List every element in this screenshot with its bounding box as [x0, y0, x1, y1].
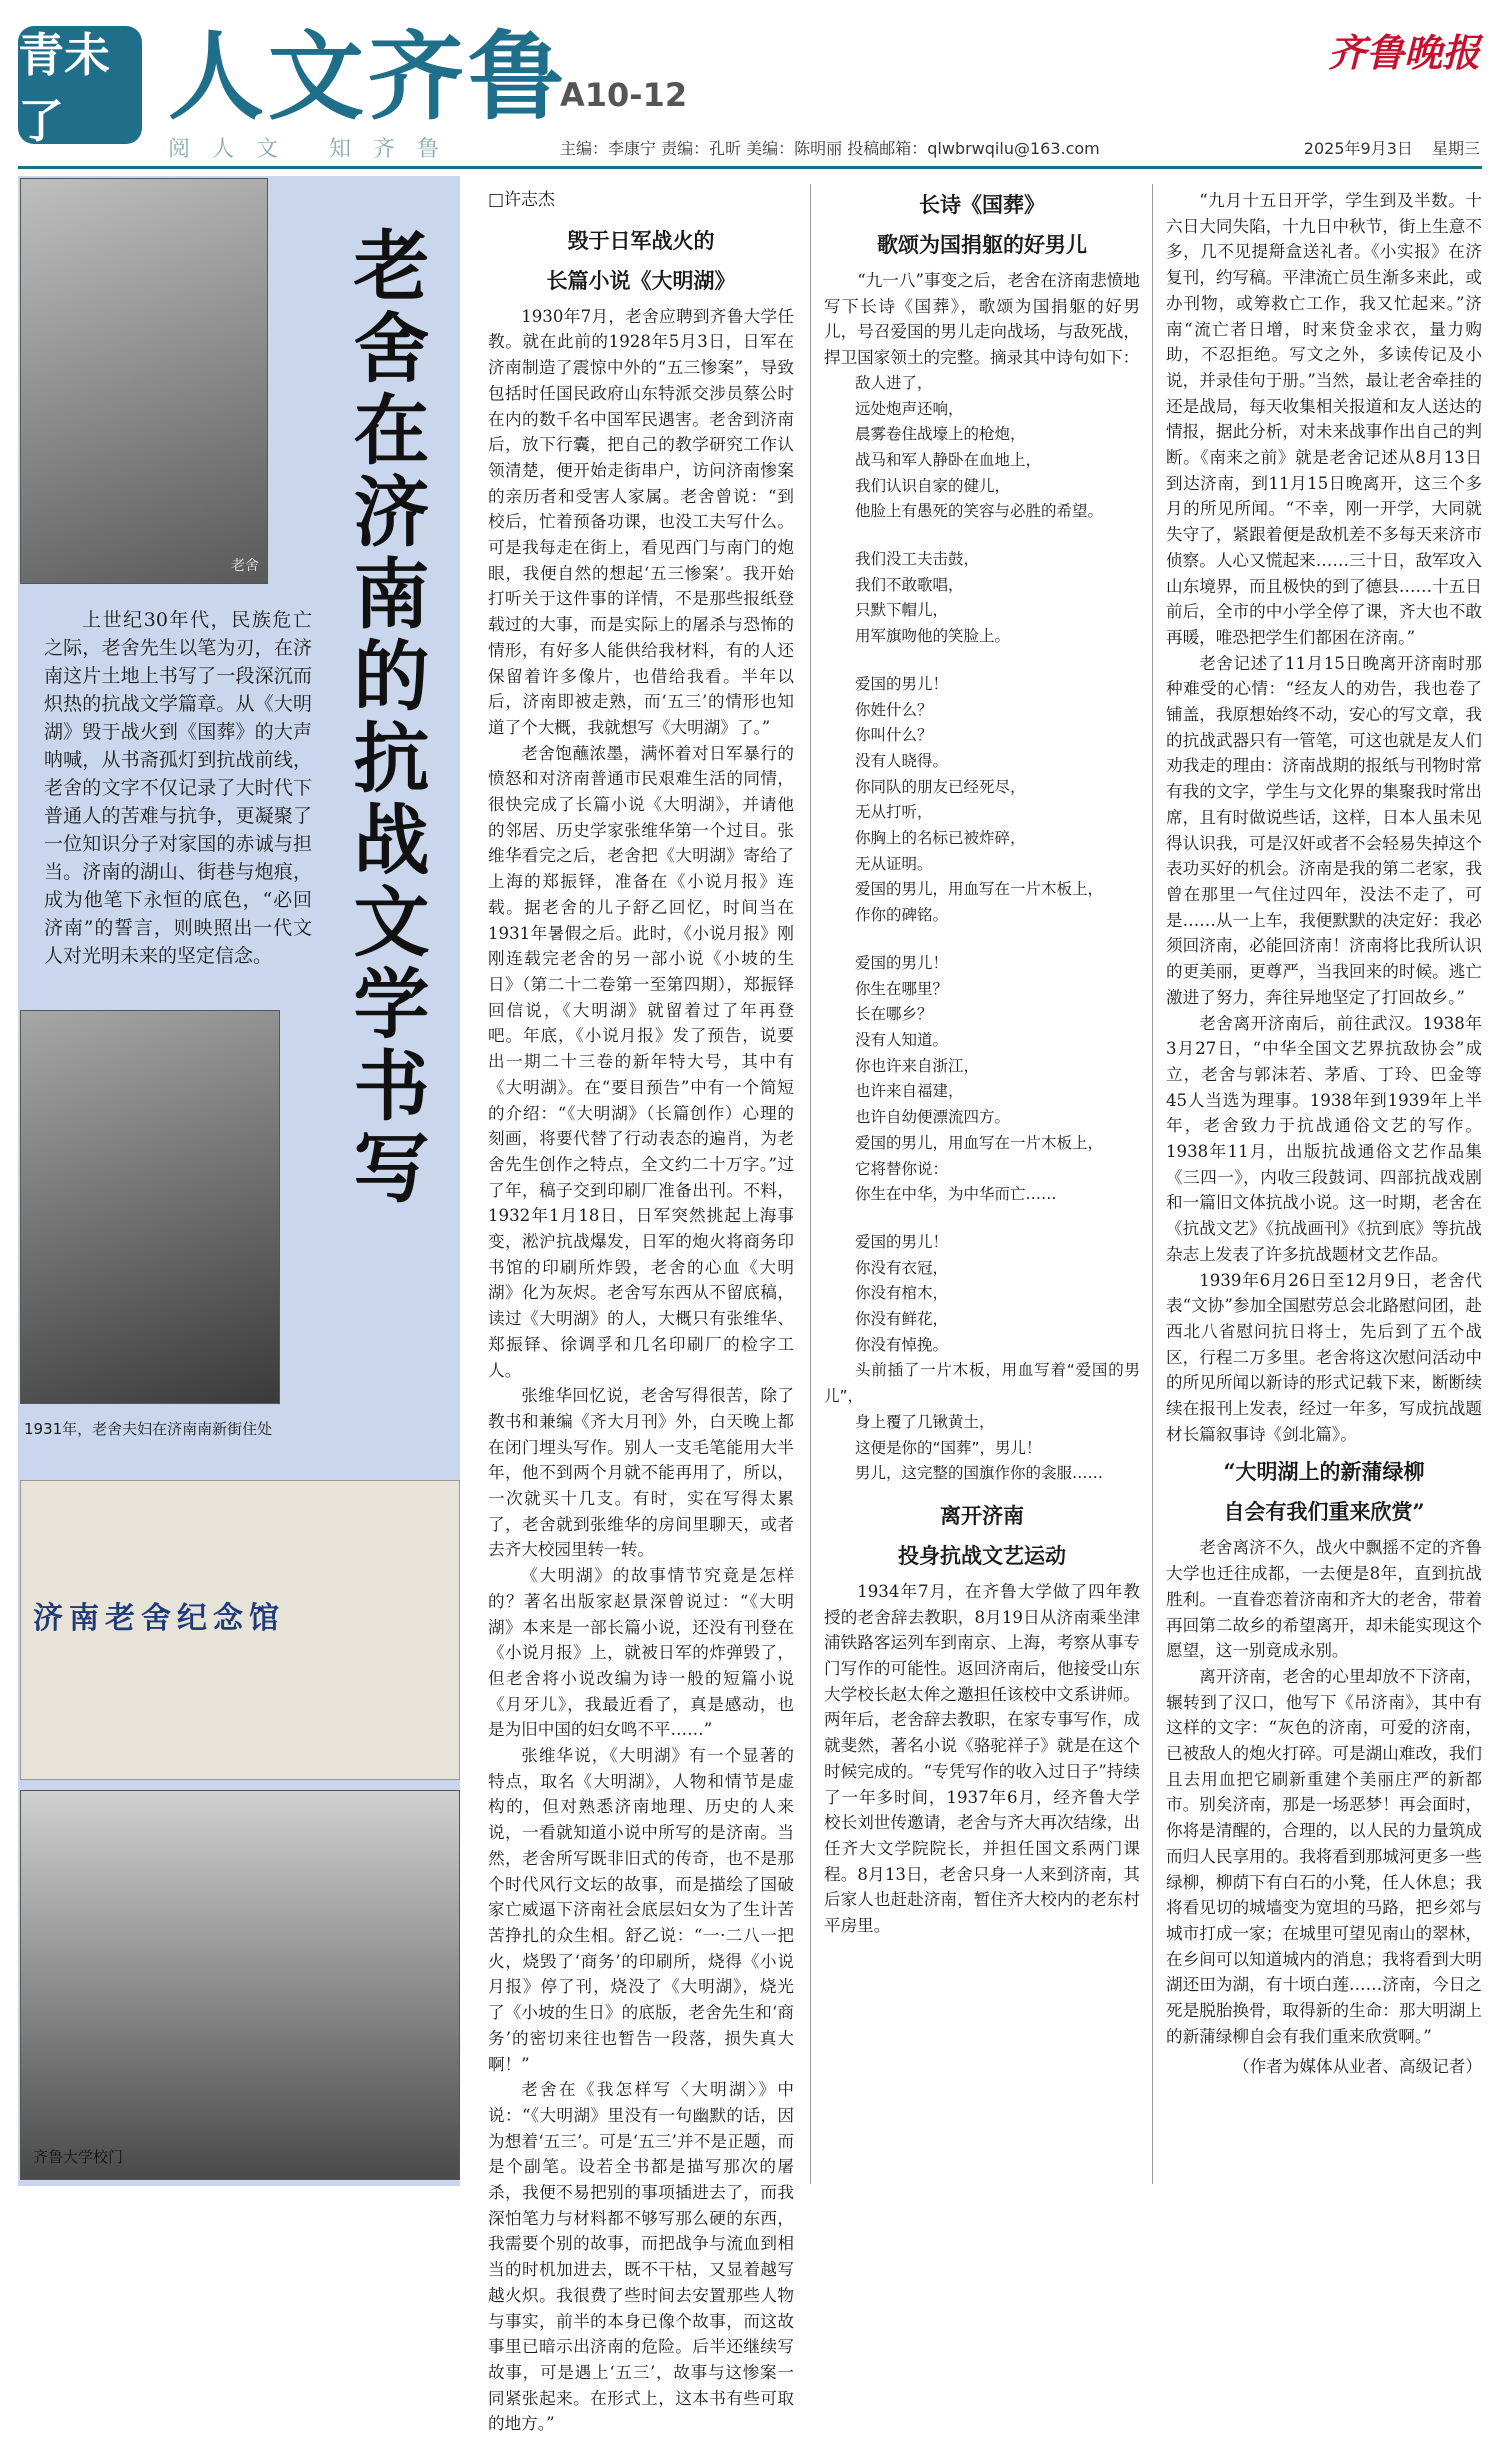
portrait-caption: 老舍	[231, 558, 259, 574]
university-gate-photo	[20, 1790, 460, 2180]
poem-stanza-gap	[824, 650, 1140, 672]
poem-line: 男儿，这完整的国旗作你的衾服……	[855, 1464, 1104, 1483]
poem-line: 你没有悼挽。	[855, 1335, 949, 1354]
masthead-rule	[18, 166, 1482, 169]
portrait-photo	[20, 178, 268, 584]
paragraph: 《大明湖》的故事情节究竟是怎样的？著名出版家赵景深曾说过：“《大明湖》本来是一部长篇小说，还没有刊登在《小说月报》上，就被日军的炸弹毁了，但老舍将小说改编为诗一般的短篇小说《月牙儿》，我最近看了，真是感动，也是为旧中国的妇女鸣不平……”	[488, 1566, 794, 1740]
poem-line: 你生在中华，为中华而亡……	[855, 1185, 1057, 1204]
poem-stanza-gap	[824, 1208, 1140, 1230]
author-note: （作者为媒体从业者、高级记者）	[1233, 2056, 1482, 2076]
paragraph: 1939年6月26日至12月9日，老舍代表“文协”参加全国慰劳总会北路慰问团，赴西北八省慰问抗日将士，先后到了五个战区，行程二万多里。老舍将这次慰问活动中的所见所闻以新诗的形式记载下来，断断续续在报刊上发表，经过一年多，写成抗战题材长篇叙事诗《剑北篇》。	[1166, 1270, 1482, 1444]
section-tagline: 阅人文 知齐鲁	[168, 137, 461, 162]
poem-line: 作你的碑铭。	[855, 906, 949, 925]
paragraph: “九一八”事变之后，老舍在济南悲愤地写下长诗《国葬》，歌颂为国捐躯的好男儿，号召爱国的男儿走向战场，与敌死战，捍卫国家领土的完整。摘录其中诗句如下：	[824, 271, 1140, 368]
section-heading: 离开济南	[940, 1502, 1024, 1528]
byline: □许志杰	[488, 190, 556, 210]
gate-photo-caption: 齐鲁大学校门	[33, 2148, 124, 2166]
article-column-1	[488, 188, 794, 2434]
poem-line: 无从打听，	[855, 803, 933, 822]
poem-stanza-gap	[824, 525, 1140, 547]
issue-date	[1304, 136, 1480, 159]
article-column-3	[1166, 188, 1482, 2079]
section-heading: 毁于日军战火的	[567, 227, 715, 253]
article-title: 老舍在济南的抗战文学书写	[341, 226, 430, 1210]
section-title: 人文齐鲁	[168, 20, 568, 133]
poem-line: 你同队的朋友已经死尽，	[855, 777, 1026, 796]
poem-line: 你没有鲜花，	[855, 1310, 949, 1329]
section-heading: 歌颂为国捐躯的好男儿	[877, 232, 1087, 257]
poem-line: 这便是你的“国葬”，男儿！	[855, 1438, 1042, 1457]
poem-line: 他脸上有愚死的笑容与必胜的希望。	[855, 502, 1104, 521]
article-column-2	[824, 188, 1140, 1939]
paragraph: 老舍饱蘸浓墨，满怀着对日军暴行的愤怒和对济南普通市民艰难生活的同情，很快完成了长篇小说《大明湖》，并请他的邻居、历史学家张维华第一个过目。张维华看完之后，老舍把《大明湖》寄给了上海的郑振铎，准备在《小说月报》连载。据老舍的儿子舒乙回忆，时间当在1931年暑假之后。此时，《小说月报》刚刚连载完老舍的另一部小说《小坡的生日》（第二十二卷第一至第四期），郑振铎回信说，《大明湖》就留着过了年再登吧。年底，《小说月报》发了预告，说要出一期二十三卷的新年特大号，其中有《大明湖》。在“要目预告”中有一个简短的介绍：“《大明湖》（长篇创作）心理的刻画，将要代替了行动表态的遍肖，为老舍先生创作之特点，全文约二十万字。”过了年，稿子交到印刷厂准备出刊。不料，1932年1月18日，日军突然挑起上海事变，淞沪抗战爆发，日军的炮火将商务印书馆的印刷所炸毁，老舍的心血《大明湖》化为灰烬。老舍写东西从不留底稿，读过《大明湖》的人，大概只有张维华、郑振铎、徐调孚和几名印刷厂的检字工人。	[488, 743, 794, 1380]
poem-line: 用军旗吻他的笑脸上。	[855, 627, 1011, 646]
paragraph: 1930年7月，老舍应聘到齐鲁大学任教。就在此前的1928年5月3日，日军在济南制造了震惊中外的“五三惨案”，导致包括时任国民政府山东特派交涉员蔡公时在内的数千名中国军民遇害。老舍到济南后，放下行囊，把自己的教学研究工作认领清楚，便开始走街串户，访问济南惨案的亲历者和受害人家属。老舍曾说：“到校后，忙着预备功课，也没工夫写什么。可是我每走在街上，看见西门与南门的炮眼，我便自然的想起‘五三惨案’。我开始打听关于这件事的详情，不是那些报纸登载过的大事，而是实际上的屠杀与恐怖的情形，有好多人能供给我材料，有的人还保留着许多像片，也借给我看。半年以后，济南即被走熟，而‘五三’的情形也知道了个大概，我就想写《大明湖》了。”	[488, 306, 794, 737]
column-divider	[810, 184, 811, 2184]
poem-line: 它将替你说：	[855, 1159, 949, 1178]
poem-line: 也许来自福建，	[855, 1082, 964, 1101]
poem-line: 你姓什么？	[855, 700, 933, 719]
poem-line: 我们不敢歌唱，	[855, 575, 964, 594]
poem-line: 爱国的男儿，用血写在一片木板上，	[855, 1133, 1104, 1152]
section-heading: 长篇小说《大明湖》	[546, 267, 736, 293]
poem-line: 敌人进了，	[855, 373, 933, 392]
couple-photo-caption: 1931年，老舍夫妇在济南南新街住处	[24, 1420, 273, 1438]
poem-line: 爱国的男儿！	[855, 1232, 949, 1251]
poem-line: 爱国的男儿，用血写在一片木板上，	[855, 880, 1104, 899]
paragraph: 老舍在《我怎样写〈大明湖〉》中说：“《大明湖》里没有一句幽默的话，因为想着‘五三’。可是‘五三’并不是正题，而是个副笔。设若全书都是描写那次的屠杀，我便不易把别的事项插进去了，而我深怕笔力与材料都不够写那么硬的东西，我需要个别的故事，而把战争与流血到相当的时机加进去，既不干枯，又显着越写越火炽。我很费了些时间去安置那些人物与事实，前半的本身已像个故事，而这故事里已暗示出济南的危险。后半还继续写故事，可是遇上‘五三’，故事与这惨案一同紧张起来。在形式上，这本书有些可取的地方。”	[488, 2080, 794, 2434]
poem-line: 你生在哪里？	[855, 979, 949, 998]
section-heading: “大明湖上的新蒲绿柳	[1223, 1459, 1425, 1485]
poem-line: 没有人晓得。	[855, 751, 949, 770]
poem-line: 战马和军人静卧在血地上，	[855, 450, 1042, 469]
paragraph: 老舍记述了11月15日晚离开济南时那种难受的心情：“经友人的劝告，我也卷了铺盖，我原想始终不动，安心的写文章，我的抗战武器只有一管笔，可这也就是友人们劝我走的理由：济南战期的报纸与刊物时常有我的文字，学生与文化界的集聚我时常出席，且有时做说些话，这样，日本人虽未见得认识我，可是汉奸或者不会轻易失掉这个表功买好的机会。济南是我的第二老家，我曾在那里一气住过四年，没法不走了，可是……从一上车，我便默默的决定好：我必须回济南，必能回济南！济南将比我所认识的更美丽，更尊严，当我回来的时候。逃亡激进了努力，奔往异地坚定了打回故乡。”	[1166, 653, 1482, 1007]
paragraph: 张维华说，《大明湖》有一个显著的特点，取名《大明湖》，人物和情节是虚构的，但对熟悉济南地理、历史的人来说，一看就知道小说中所写的是济南。当然，老舍所写既非旧式的传奇，也不是那个时代风行文坛的故事，而是描绘了国破家亡威逼下济南社会底层妇女为了生计苦苦挣扎的众生相。舒乙说：“一·二八一把火，烧毁了‘商务’的印刷所，烧得《小说月报》停了刊，烧没了《大明湖》，烧光了《小坡的生日》的底版，老舍先生和‘商务’的密切来往也暂告一段落，损失真大啊！”	[488, 1746, 794, 2074]
poem-line: 你没有棺木，	[855, 1284, 949, 1303]
poem-excerpt	[824, 371, 1140, 1487]
paragraph: “九月十五日开学，学生到及半数。十六日大同失陷，十九日中秋节，街上生意不多，几不见提搿盒送礼者。《小实报》在济复刊，约写稿。平津流亡员生渐多来此，或办刊物，或筹救亡工作，我又忙起来。”济南“流亡者日增，时来贷金求衣，量力购助，不忍拒绝。写文之外，多读传记及小说，并录佳句于册。”当然，最让老舍牵挂的还是战局，每天收集相关报道和友人送达的情报，据此分析，对未来战事作出自己的判断。《南来之前》就是老舍记述从8月13日到达济南，到11月15日晚离开，这三个多月的所见所闻。“不幸，刚一开学，大同就失守了，紧跟着便是敌机差不多每天来济市侦察。人心又慌起来……三十日，敌军攻入山东境界，而且极快的到了德县……十五日前后，全市的中小学全停了课，齐大也不敢再暖，唯恐把学生们都困在济南。”	[1166, 191, 1482, 647]
poem-line: 头前插了一片木板，用血写着“爱国的男儿”，	[824, 1361, 1140, 1406]
poem-line: 爱国的男儿！	[855, 953, 949, 972]
poem-line: 我们没工夫击鼓，	[855, 550, 980, 569]
section-heading: 自会有我们重来欣赏”	[1223, 1499, 1425, 1525]
paragraph: 老舍离济不久，战火中飘摇不定的齐鲁大学也迁往成都，一去便是8年，直到抗战胜利。一直眷恋着济南和齐大的老舍，带着再回第二故乡的希望离开，却未能实现这个愿望，这一别竟成永别。	[1166, 1538, 1482, 1661]
paragraph: 张维华回忆说，老舍写得很苦，除了教书和兼编《齐大月刊》外，白天晚上都在闭门埋头写作。别人一支毛笔能用大半年，他不到两个月就不能再用了，所以，一次就买十几支。有时，实在写得太累了，老舍就到张维华的房间里聊天，或者去齐大校园里转一转。	[488, 1386, 794, 1560]
paragraph: 1934年7月，在齐鲁大学做了四年教授的老舍辞去教职，8月19日从济南乘坐津浦铁路客运列车到南京、上海，考察从事专门写作的可能性。返回济南后，他接受山东大学校长赵太侔之邀担任该校中文系讲师。两年后，老舍辞去教职，在家专事写作，成就斐然，著名小说《骆驼祥子》就是在这个时候完成的。“专凭写作的收入过日子”持续了一年多时间，1937年6月，经齐鲁大学校长刘世传邀请，老舍与齐大再次结缘，出任齐大文学院院长，并担任国文系两门课程。8月13日，老舍只身一人来到济南，其后家人也赶赴济南，暂住齐大校内的老东村平房里。	[824, 1581, 1140, 1936]
museum-photo	[20, 1480, 460, 1780]
poem-line: 只默下帽儿，	[855, 601, 949, 620]
poem-line: 你没有衣冠，	[855, 1258, 949, 1277]
weekday: 星期三	[1431, 139, 1480, 158]
poem-line: 身上覆了几锹黄土，	[855, 1412, 995, 1431]
poem-line: 你叫什么？	[855, 726, 933, 745]
couple-photo	[20, 1010, 280, 1404]
poem-line: 无从证明。	[855, 854, 933, 873]
poem-line: 你胸上的名标已被炸碎，	[855, 829, 1026, 848]
section-heading: 投身抗战文艺运动	[898, 1542, 1066, 1568]
poem-line: 晨雾卷住战壕上的枪炮，	[855, 425, 1026, 444]
poem-line: 远处炮声还响，	[855, 399, 964, 418]
poem-line: 没有人知道。	[855, 1030, 949, 1049]
poem-line: 长在哪乡？	[855, 1005, 933, 1024]
poem-stanza-gap	[824, 929, 1140, 951]
museum-sign-text: 济南老舍纪念馆	[33, 1601, 285, 1636]
date: 2025年9月3日	[1303, 139, 1413, 158]
brand-logo: 青未了	[18, 26, 142, 144]
column-divider	[1152, 184, 1153, 2184]
poem-line: 你也许来自浙江，	[855, 1056, 980, 1075]
newspaper-brand: 齐鲁晚报	[1327, 30, 1480, 75]
poem-line: 我们认识自家的健儿，	[855, 476, 1011, 495]
poem-line: 也许自幼便漂流四方。	[855, 1108, 1011, 1127]
page-number: A10-12	[560, 76, 688, 114]
editor-credits: 主编：李康宁 责编：孔昕 美编：陈明丽 投稿邮箱：qlwbrwqilu@163.com	[560, 139, 1100, 158]
paragraph: 离开济南，老舍的心里却放不下济南，辗转到了汉口，他写下《吊济南》，其中有这样的文字：“灰色的济南，可爱的济南，已被敌人的炮火打碎。可是湖山难改，我们且去用血把它刷新重建个美丽庄严的新都市。别矣济南，那是一场恶梦！再会面时，你将是清醒的，合理的，以人民的力量筑成而归人民享用的。我将看到那城河更多一些绿柳，柳荫下有白石的小凳，任人休息；我将看见切的城墙变为宽坦的马路，把乡郊与城市打成一家；在城里可望见南山的翠林，在乡间可以知道城内的消息；我将看到大明湖还田为湖，有十顷白莲……济南，今日之死是脱胎换骨，取得新的生命：那大明湖上的新蒲绿柳自会有我们重来欣赏啊。”	[1166, 1666, 1482, 2046]
section-heading: 长诗《国葬》	[919, 192, 1045, 217]
poem-line: 爱国的男儿！	[855, 674, 949, 693]
article-lede: 上世纪30年代，民族危亡之际，老舍先生以笔为刃，在济南这片土地上书写了一段深沉而炽热的抗战文学篇章。从《大明湖》毁于战火到《国葬》的大声呐喊，从书斋孤灯到抗战前线，老舍的文字不仅记录了大时代下普通人的苦难与抗争，更凝聚了一位知识分子对家国的赤诚与担当。济南的湖山、街巷与炮痕，成为他笔下永恒的底色，“必回济南”的誓言，则映照出一代文人对光明未来的坚定信念。	[44, 609, 312, 967]
paragraph: 老舍离开济南后，前往武汉。1938年3月27日，“中华全国文艺界抗敌协会”成立，老舍与郭沫若、茅盾、丁玲、巴金等45人当选为理事。1938年到1939年上半年，老舍致力于抗战通俗文艺的写作。1938年11月，出版抗战通俗文艺作品集《三四一》，内收三段鼓词、四部抗战戏剧和一篇旧文体抗战小说。这一时期，老舍在《抗战文艺》《抗战画刊》《抗到底》等抗战杂志上发表了许多抗战题材文艺作品。	[1166, 1013, 1482, 1264]
